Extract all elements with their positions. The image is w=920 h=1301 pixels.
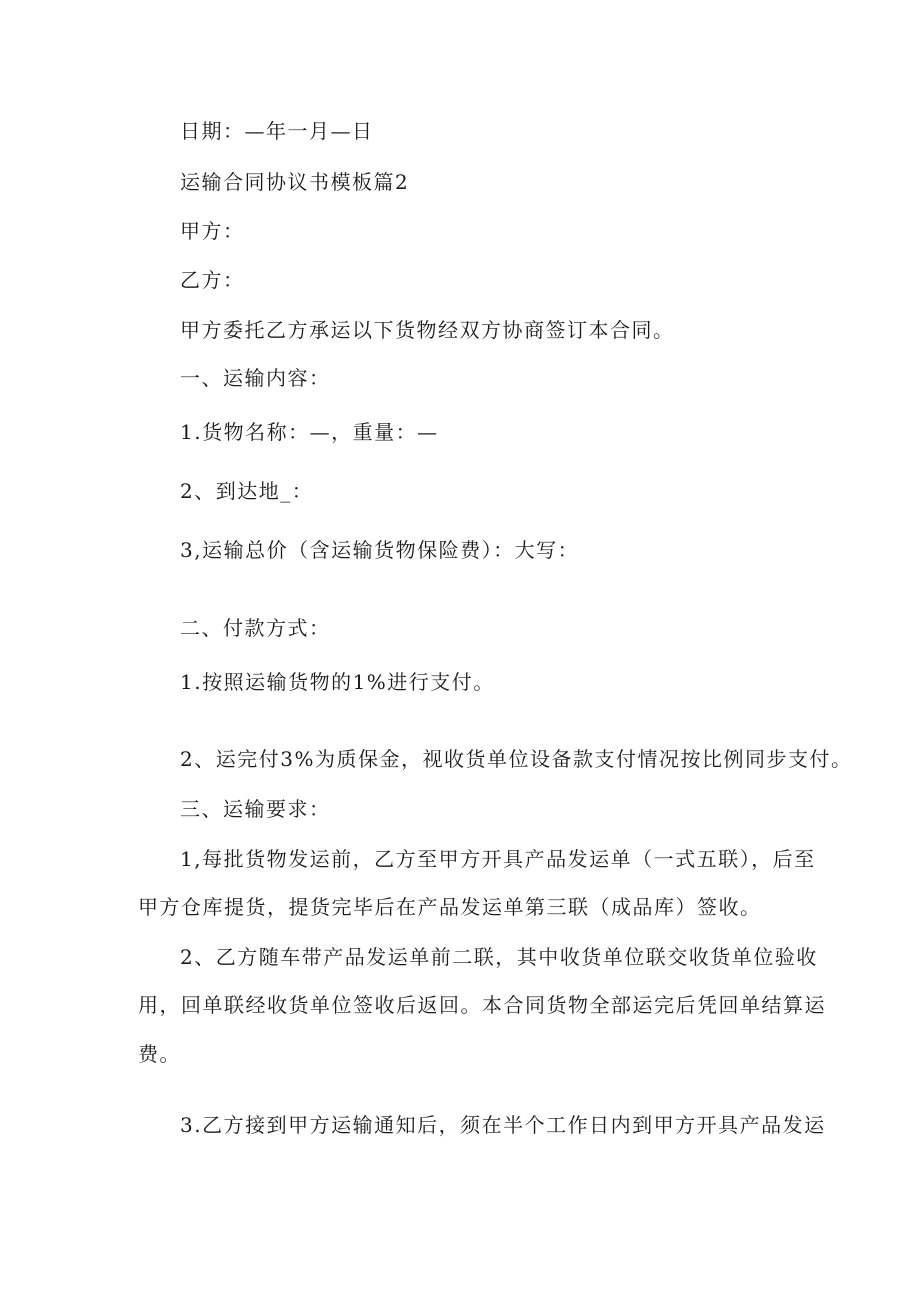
section2-heading: 二、付款方式： [180, 616, 331, 640]
section3-item2-line3: 费。 [138, 1042, 181, 1066]
intro-paragraph: 甲方委托乙方承运以下货物经双方协商签订本合同。 [180, 318, 675, 342]
section1-item1: 1.货物名称：—，重量：— [180, 420, 439, 444]
date-line: 日期：—年一月—日 [180, 119, 374, 143]
section3-item2-line2: 用，回单联经收货单位签收后返回。本合同货物全部运完后凭回单结算运 [138, 993, 826, 1017]
section3-item2-line1: 2、乙方随车带产品发运单前二联，其中收货单位联交收货单位验收 [180, 945, 818, 969]
section3-item1-line2: 甲方仓库提货，提货完毕后在产品发运单第三联（成品库）签收。 [138, 895, 762, 919]
party-a-label: 甲方： [180, 219, 245, 243]
section2-item2: 2、运完付3%为质保金，视收货单位设备款支付情况按比例同步支付。 [180, 747, 853, 771]
section1-heading: 一、运输内容： [180, 366, 331, 390]
section2-item1: 1.按照运输货物的1%进行支付。 [180, 670, 495, 694]
document-title: 运输合同协议书模板篇2 [180, 170, 410, 194]
section1-item3: 3,运输总价（含运输货物保险费）：大写： [180, 538, 580, 562]
section3-item3-line1: 3.乙方接到甲方运输通知后，须在半个工作日内到甲方开具产品发运 [180, 1113, 826, 1137]
party-b-label: 乙方： [180, 268, 245, 292]
section1-item2: 2、到达地_： [180, 479, 314, 503]
section3-heading: 三、运输要求： [180, 797, 331, 821]
section3-item1-line1: 1,每批货物发运前，乙方至甲方开具产品发运单（一式五联），后至 [180, 847, 816, 871]
